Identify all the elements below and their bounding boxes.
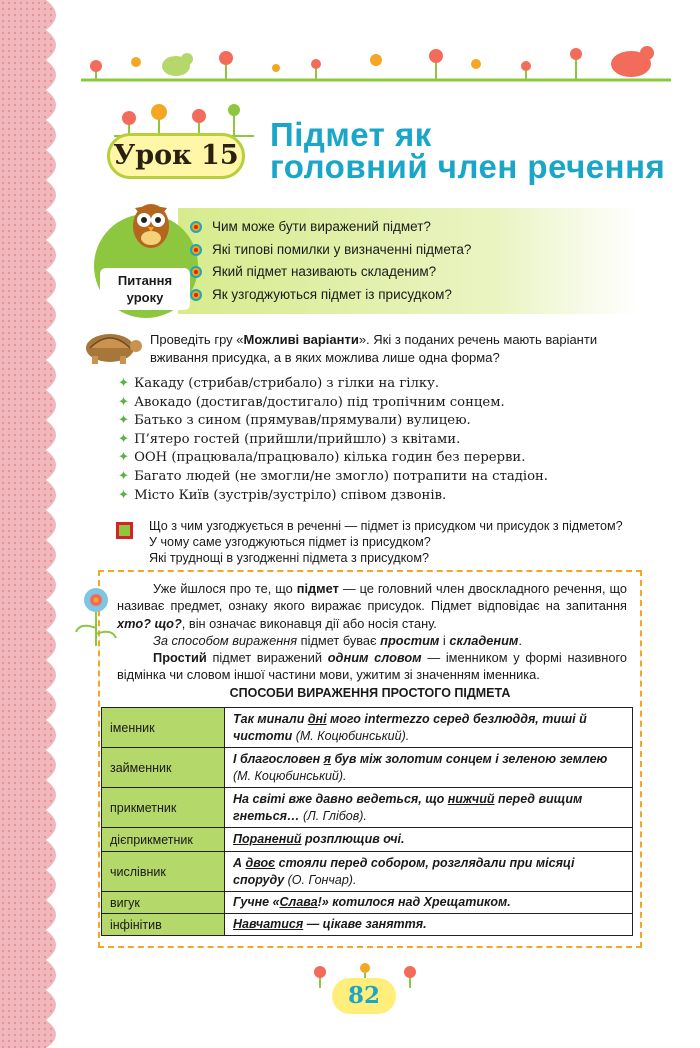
lesson-questions-list [190,216,471,306]
list-item: ✦ П’ятеро гостей (прийшли/прийшло) з квітами. [118,431,461,447]
table-row: займенник І благословен я був між золотим сонцем і зеленою землею (М. Коцюбинський). [102,748,633,788]
questions-label-line2: уроку [126,290,164,305]
lesson-title-line1: Підмет як [270,116,432,153]
lesson-number: Урок 15 [113,140,239,171]
list-item: Який підмет називають складеним? [190,261,471,284]
table-row: іменник Так минали дні мого intermezzo серед безлюддя, тиші й чистоти (М. Коцюбинський). [102,708,633,748]
bullet-star-icon: ✦ [118,468,130,484]
list-item: ✦ Батько з сином (прямував/прямували) вулицею. [118,413,471,429]
questions-label [100,268,190,310]
page-number: 82 [332,978,396,1014]
turtle-icon [76,324,146,368]
owl-icon [128,196,174,250]
subject-ways-table [101,707,633,936]
theory-paragraph: За способом вираження підмет буває простим і складеним. [153,632,522,648]
bullet-target-icon [190,221,202,233]
bullet-star-icon: ✦ [118,431,130,447]
bullet-star-icon: ✦ [118,450,130,466]
table-row: прикметник На світі вже давно ведеться, що нижчий перед вищим гнеться… (Л. Глібов). [102,788,633,828]
list-item: ✦ Авокадо (достигав/достигало) під тропічним сонцем. [118,394,505,410]
scalloped-page-edge [0,0,70,1048]
list-item: Як узгоджуються підмет із присудком? [190,284,471,307]
game-name: Можливі варіанти [243,332,359,347]
flower-icon [68,578,124,648]
bullet-target-icon [190,289,202,301]
list-item: ✦ Місто Київ (зустрів/зустріло) співом дзвонів. [118,487,447,503]
badge-flowers [104,98,264,138]
bullet-star-icon: ✦ [118,376,130,391]
bullet-target-icon [190,266,202,278]
check-questions: Що з чим узгоджується в реченні — підмет із присудком чи присудок з підметом? У чому саме узгоджуються підмет із присудком? Які труднощі в узгодженні підмета з присудком? [149,519,623,565]
theory-paragraph: Простий підмет виражений одним словом — іменником у формі називного відмінка чи словом іншої частини мови, ужитим зі значенням іменника. [117,650,627,683]
list-item: Які типові помилки у визначенні підмета? [190,239,471,262]
list-item: ✦ Какаду (стрибав/стрибало) з гілки на гілку. [118,376,440,391]
questions-label-line1: Питання [117,273,173,288]
check-square-icon [116,522,133,539]
lesson-title-line2: головний член речення [270,148,666,185]
list-item: ✦ ООН (працювала/працювало) кілька годин без перерви. [118,450,526,466]
table-title: СПОСОБИ ВИРАЖЕННЯ ПРОСТОГО ПІДМЕТА [229,686,511,700]
bullet-star-icon: ✦ [118,394,130,410]
list-item: Чим може бути виражений підмет? [190,216,471,239]
theory-text [117,580,627,684]
theory-paragraph: Уже йшлося про те, що підмет — це головний член двоскладного речення, що називає предмет, ознаку якого виражає присудок. Підмет відповідає на запитання хто? що?, він означає виконавця дії або носія стану. [117,581,628,631]
bullet-star-icon: ✦ [118,413,130,429]
list-item: ✦ Багато людей (не змогли/не змогло) потрапити на стадіон. [118,468,548,484]
bullet-star-icon: ✦ [118,487,130,503]
table-row: числівник А двоє стояли перед собором, розглядали при місяці споруду (О. Гончар). [102,852,633,892]
table-row: вигук Гучне «Слава!» котилося над Хрещатиком. [102,892,633,914]
bullet-target-icon [190,244,202,256]
game-instruction: Проведіть гру «Можливі варіанти». Які з поданих речень мають варіанти вживання присудка, а в яких можлива лише одна форма? [150,332,598,365]
top-floral-border [76,36,676,96]
lesson-badge [107,133,245,179]
table-row: дієприкметник Поранений розплющив очі. [102,828,633,852]
table-row: інфінітив Навчатися — цікаве заняття. [102,914,633,936]
sentences-list [118,375,548,505]
